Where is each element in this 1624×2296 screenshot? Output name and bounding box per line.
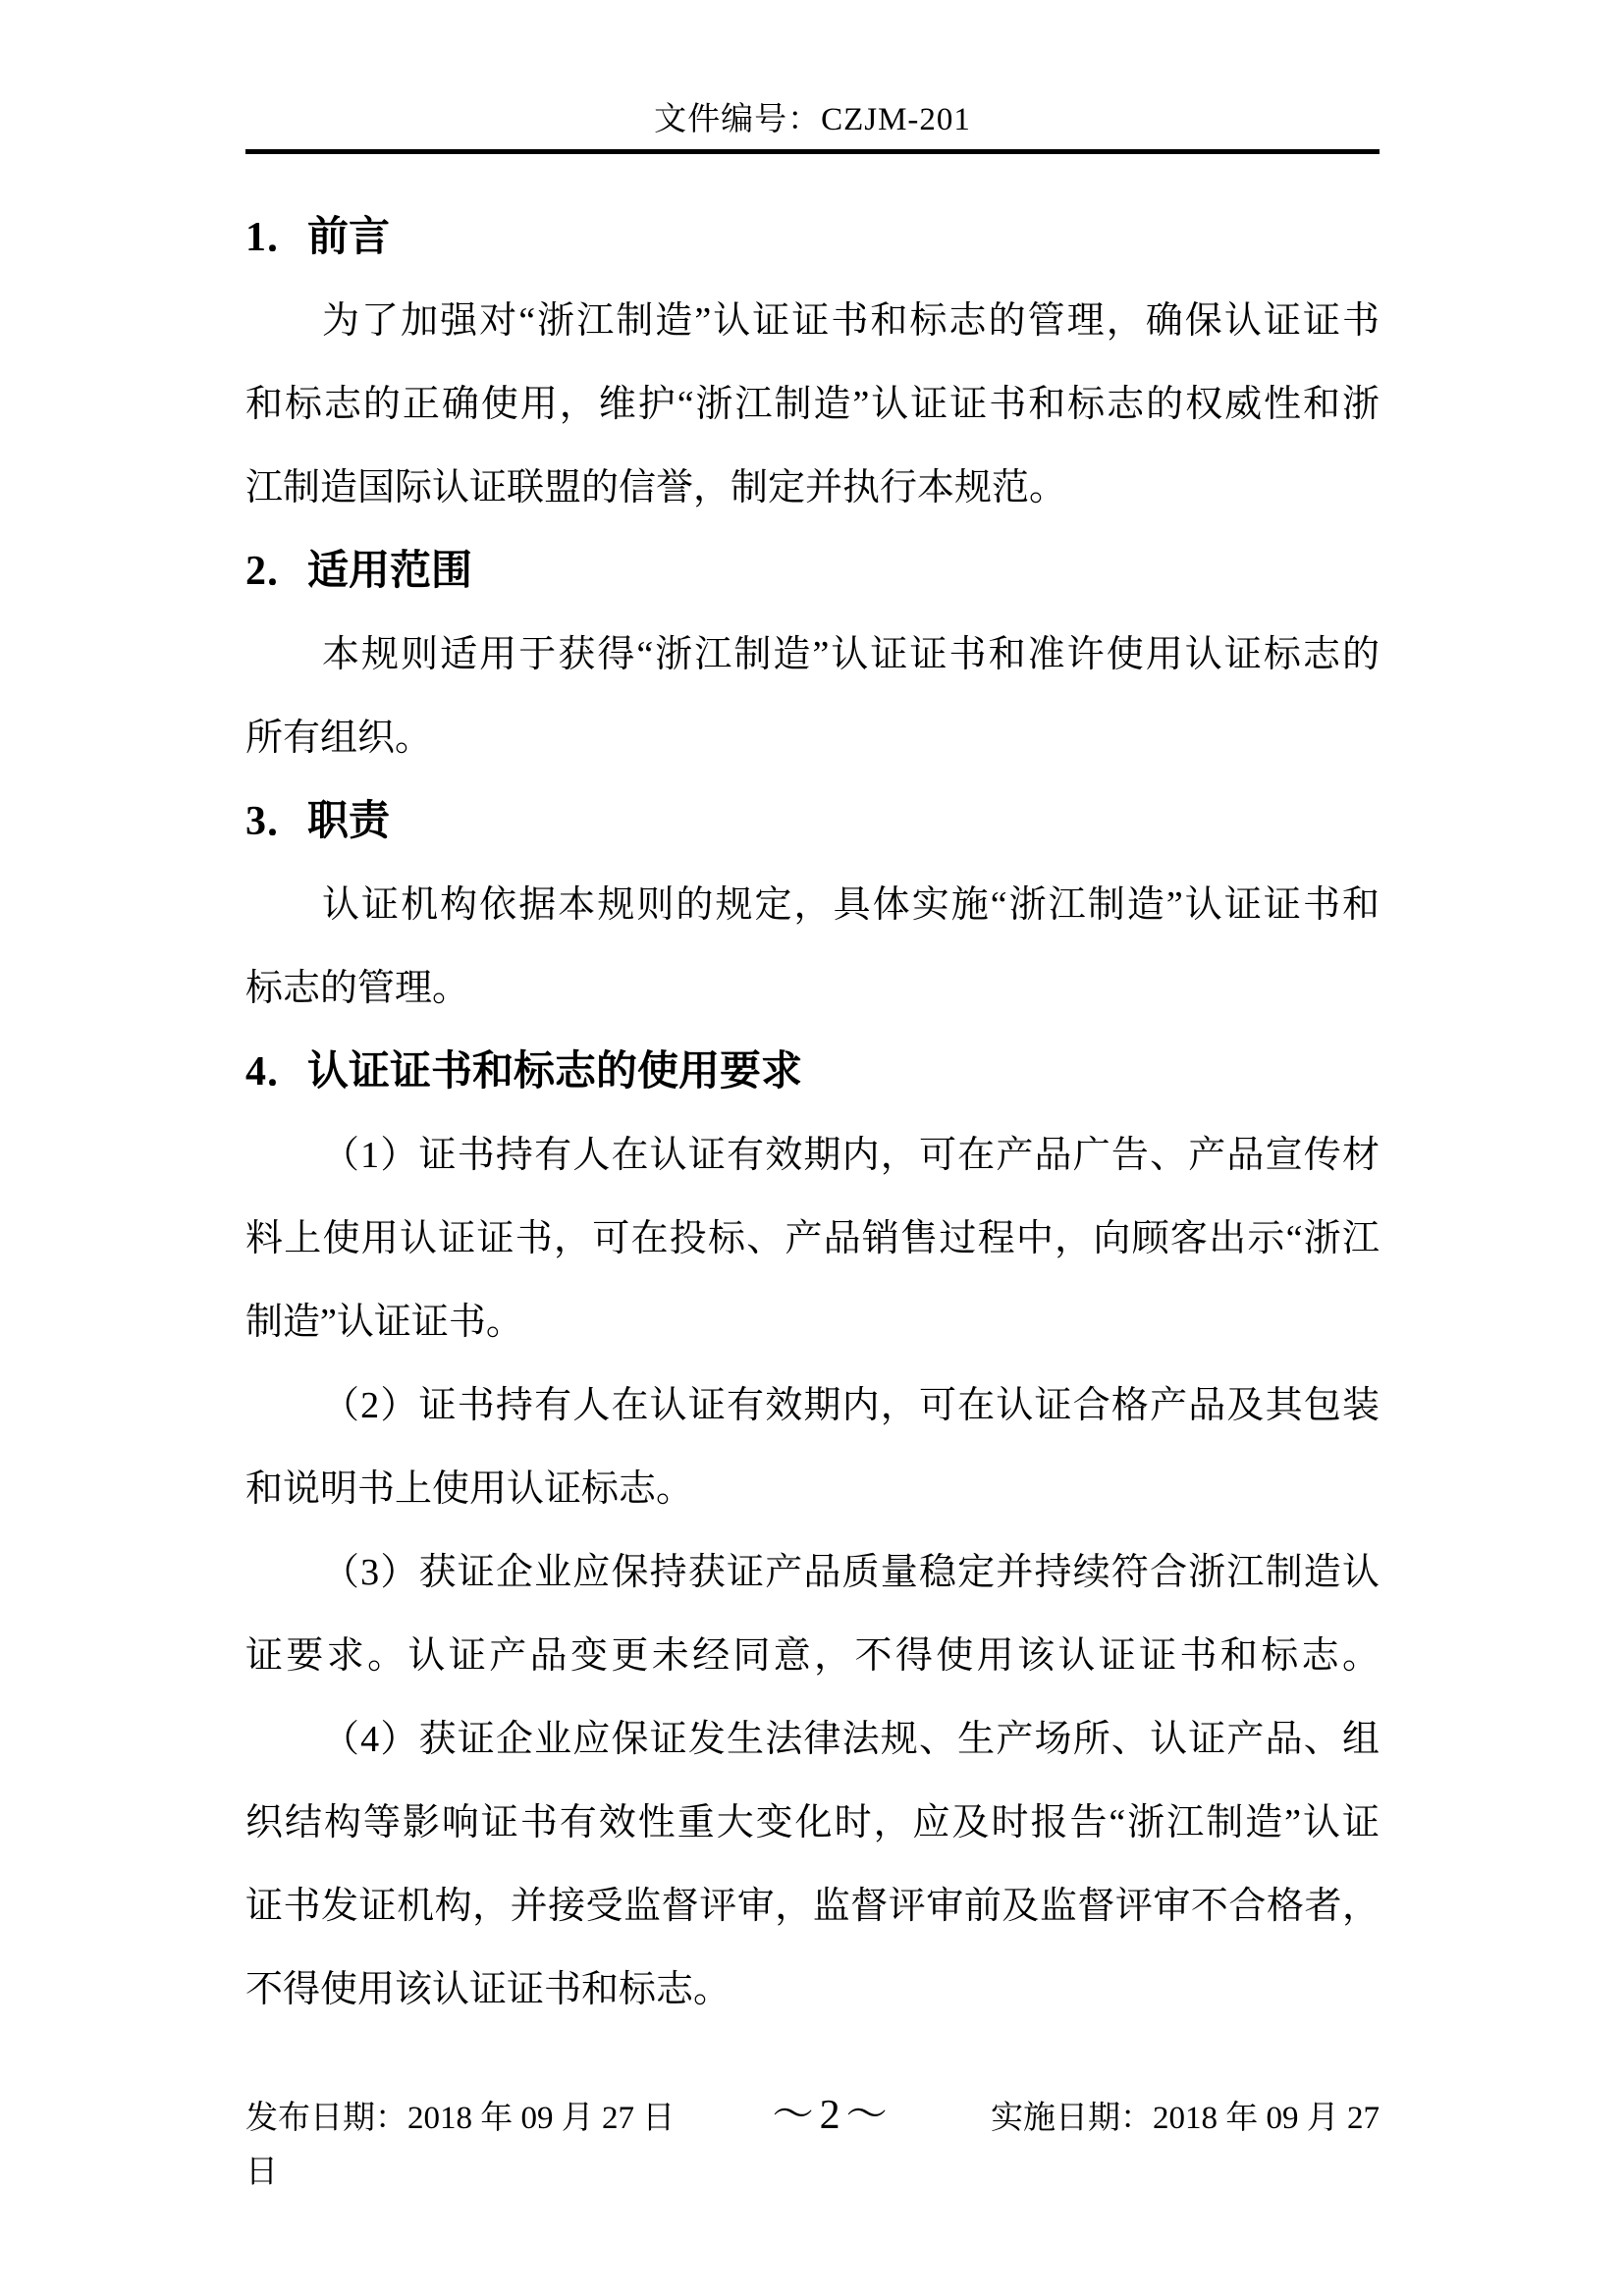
paragraph-line: 证要求。认证产品变更未经同意，不得使用该认证证书和标志。 xyxy=(245,1635,1380,1677)
publish-date: 发布日期：2018 年 09 月 27 日 xyxy=(245,2101,676,2136)
paragraph-line: 江制造国际认证联盟的信誉，制定并执行本规范。 xyxy=(245,467,1067,508)
section-usage-requirements xyxy=(245,1031,1380,2032)
section-duties xyxy=(245,780,1380,1031)
section-4-heading: 4．认证证书和标志的使用要求 xyxy=(245,1049,803,1095)
paragraph-line: 标志的管理。 xyxy=(245,968,470,1009)
document-body xyxy=(245,196,1380,2032)
paragraph-line: （2）证书持有人在认证有效期内，可在认证合格产品及其包装 xyxy=(322,1385,1380,1426)
paragraph-line: 不得使用该认证证书和标志。 xyxy=(245,1969,731,2010)
section-1-heading: 1．前言 xyxy=(245,215,391,260)
paragraph-line: （4）获证企业应保证发生法律法规、生产场所、认证产品、组 xyxy=(322,1719,1380,1760)
doc-number: 文件编号：CZJM-201 xyxy=(654,102,971,137)
footer-row xyxy=(245,2087,1380,2144)
page-number: ～2～ xyxy=(772,2093,893,2138)
paragraph-line: 证书发证机构，并接受监督评审，监督评审前及监督评审不合格者， xyxy=(245,1886,1380,1927)
paragraph-line: 和说明书上使用认证标志。 xyxy=(245,1468,694,1510)
paragraph-line: 认证机构依据本规则的规定，具体实施“浙江制造”认证证书和 xyxy=(322,884,1380,926)
implement-date: 实施日期：2018 年 09 月 27 xyxy=(990,2101,1380,2136)
paragraph-line: （1）证书持有人在认证有效期内，可在产品广告、产品宣传材 xyxy=(322,1135,1380,1176)
document-footer xyxy=(245,2087,1380,2201)
paragraph-line: 和标志的正确使用，维护“浙江制造”认证证书和标志的权威性和浙 xyxy=(245,384,1380,425)
paragraph-line: 为了加强对“浙江制造”认证证书和标志的管理，确保认证证书 xyxy=(322,300,1380,342)
section-3-heading: 3．职责 xyxy=(245,799,391,844)
section-2-heading: 2．适用范围 xyxy=(245,549,473,594)
section-scope xyxy=(245,530,1380,780)
header-rule xyxy=(245,149,1380,154)
paragraph-line: 所有组织。 xyxy=(245,718,433,759)
paragraph-line: 本规则适用于获得“浙江制造”认证证书和准许使用认证标志的 xyxy=(322,634,1380,675)
paragraph-line: 制造”认证证书。 xyxy=(245,1302,523,1343)
paragraph-line: 料上使用认证证书，可在投标、产品销售过程中，向顾客出示“浙江 xyxy=(245,1218,1380,1259)
paragraph-line: 织结构等影响证书有效性重大变化时，应及时报告“浙江制造”认证 xyxy=(245,1802,1380,1843)
paragraph-line: （3）获证企业应保持获证产品质量稳定并持续符合浙江制造认 xyxy=(322,1552,1380,1593)
implement-date-overflow: 日 xyxy=(245,2155,278,2190)
section-foreword xyxy=(245,196,1380,530)
